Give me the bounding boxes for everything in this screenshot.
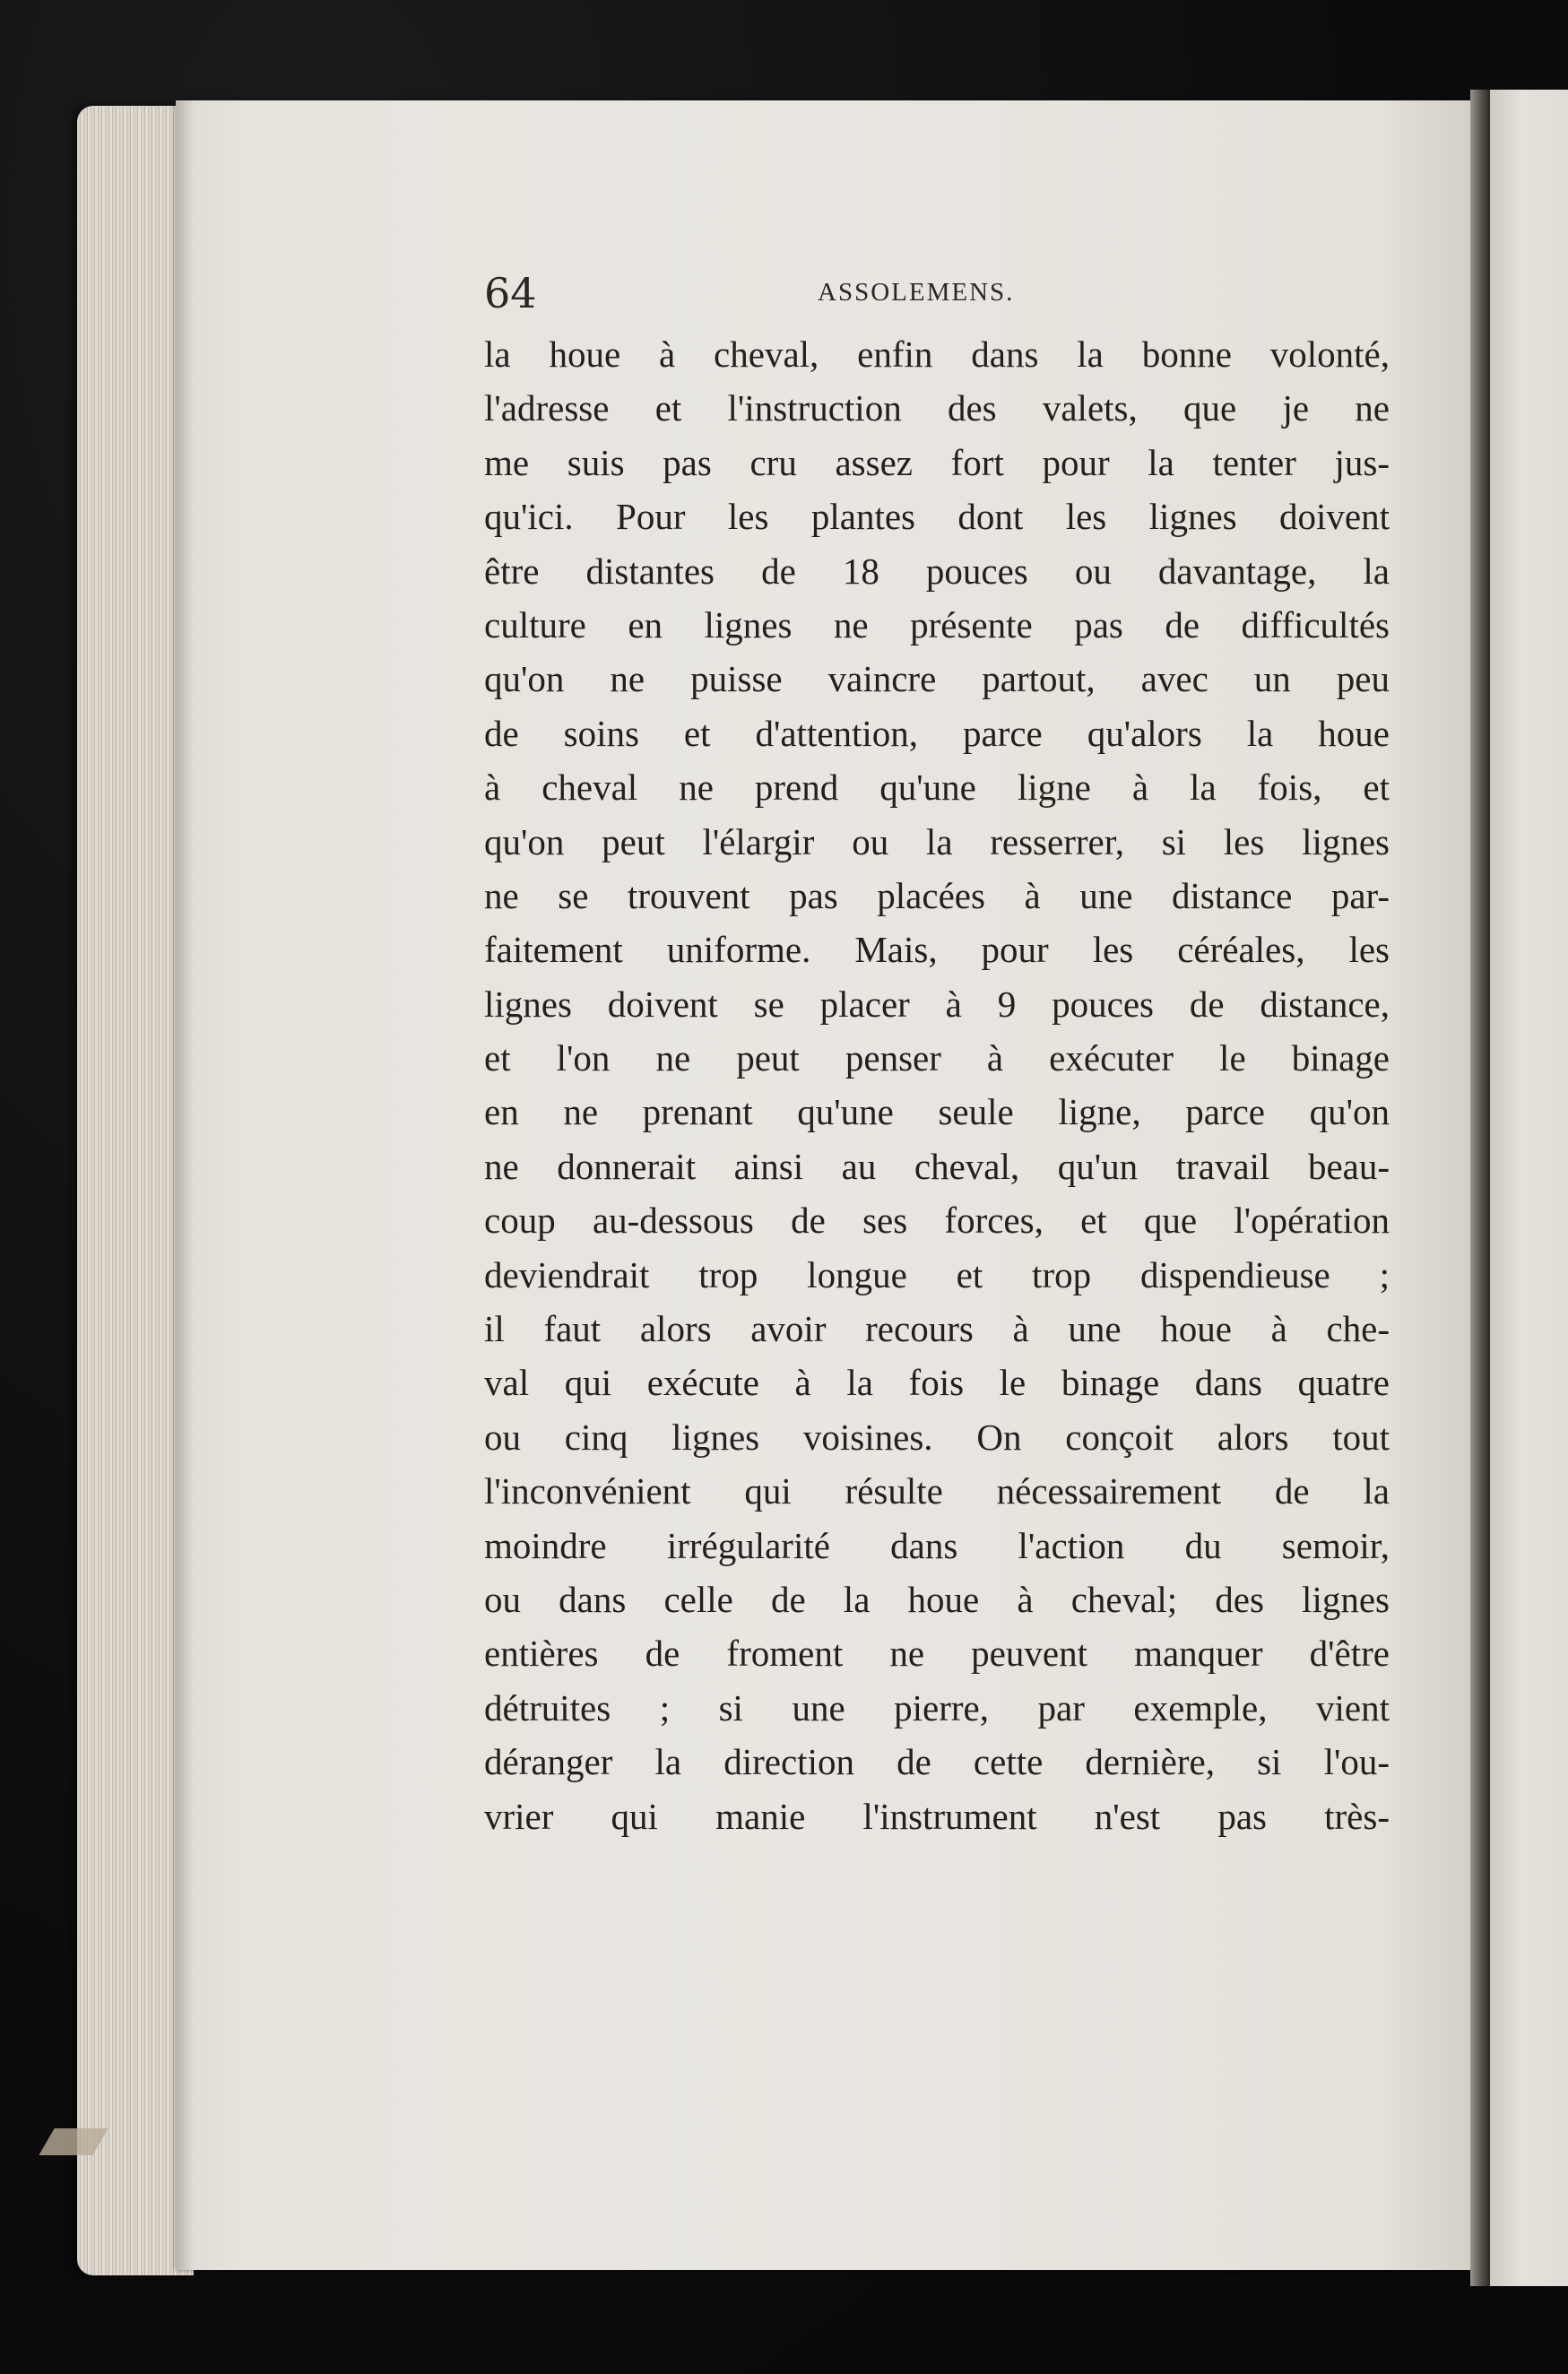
- text-line: ou cinq lignes voisines. On conçoit alors tout: [484, 1416, 1390, 1458]
- running-head: ASSOLEMENS.: [818, 278, 1015, 307]
- text-line: ne se trouvent pas placées à une distance par-: [484, 874, 1390, 916]
- text-line: vrier qui manie l'instrument n'est pas très-: [484, 1795, 1390, 1837]
- text-line: val qui exécute à la fois le binage dans quatre: [484, 1362, 1390, 1404]
- page-number: 64: [484, 269, 537, 317]
- text-line: faitement uniforme. Mais, pour les céréales, les: [484, 929, 1390, 971]
- text-line: coup au-dessous de ses forces, et que l'opération: [484, 1200, 1390, 1242]
- text-line: qu'on peut l'élargir ou la resserrer, si les lignes: [484, 820, 1390, 862]
- text-line: entières de froment ne peuvent manquer d'être: [484, 1633, 1390, 1675]
- text-line: deviendrait trop longue et trop dispendieuse ;: [484, 1253, 1390, 1295]
- text-line: ne donnerait ainsi au cheval, qu'un travail beau-: [484, 1145, 1390, 1187]
- text-line: à cheval ne prend qu'une ligne à la fois, et: [484, 767, 1390, 809]
- facing-page-edge: [1490, 90, 1568, 2286]
- text-line: l'adresse et l'instruction des valets, que je ne: [484, 387, 1390, 429]
- text-line: l'inconvénient qui résulte nécessairement de la: [484, 1470, 1390, 1512]
- text-line: qu'on ne puisse vaincre partout, avec un peu: [484, 658, 1390, 700]
- text-line: culture en lignes ne présente pas de difficultés: [484, 603, 1390, 645]
- text-line: lignes doivent se placer à 9 pouces de distance,: [484, 983, 1390, 1025]
- text-line: détruites ; si une pierre, par exemple, vient: [484, 1686, 1390, 1729]
- text-line: en ne prenant qu'une seule ligne, parce qu'on: [484, 1091, 1390, 1133]
- body-text: [484, 327, 1390, 1843]
- page-shadow: [176, 100, 194, 2270]
- text-line: de soins et d'attention, parce qu'alors la houe: [484, 712, 1390, 754]
- text-line: moindre irrégularité dans l'action du semoir,: [484, 1524, 1390, 1566]
- text-line: me suis pas cru assez fort pour la tenter jus-: [484, 441, 1390, 483]
- text-line: déranger la direction de cette dernière, si l'ou-: [484, 1741, 1390, 1783]
- text-line: ou dans celle de la houe à cheval; des lignes: [484, 1578, 1390, 1620]
- text-line: il faut alors avoir recours à une houe à che-: [484, 1308, 1390, 1350]
- book-gutter: [1470, 90, 1490, 2286]
- text-line: être distantes de 18 pouces ou davantage, la: [484, 550, 1390, 592]
- text-line: et l'on ne peut penser à exécuter le binage: [484, 1037, 1390, 1079]
- text-line: la houe à cheval, enfin dans la bonne volonté,: [484, 334, 1390, 375]
- text-line: qu'ici. Pour les plantes dont les lignes doivent: [484, 496, 1390, 538]
